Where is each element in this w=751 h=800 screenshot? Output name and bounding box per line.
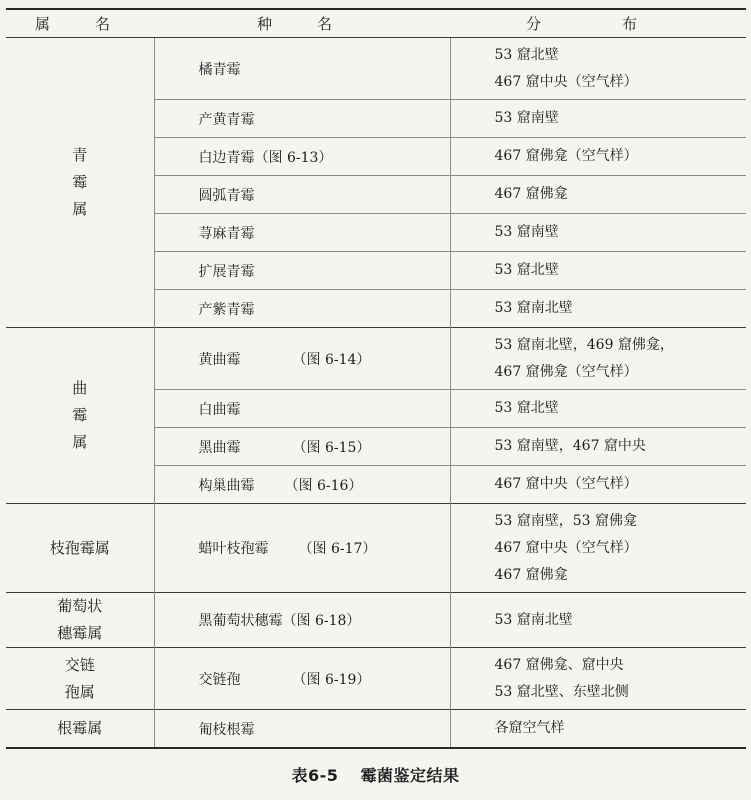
table-header xyxy=(6,9,746,38)
distribution-line: 53 窟北壁 xyxy=(494,262,559,278)
genus-cell xyxy=(6,593,154,648)
figure-reference: （图 6-15） xyxy=(292,439,371,456)
table-caption xyxy=(0,763,751,786)
species-name: 荨麻青霉 xyxy=(198,225,255,242)
distribution-cell xyxy=(450,710,746,749)
genus-name-line: 枝孢霉属 xyxy=(49,538,110,557)
species-name: 交链孢 xyxy=(198,671,241,688)
species-name: 圆弧青霉 xyxy=(198,187,255,204)
header-distribution: 分 布 xyxy=(450,9,746,38)
distribution-line: 467 窟中央（空气样） xyxy=(494,73,638,90)
distribution-line: 53 窟南壁，53 窟佛龛 xyxy=(494,512,638,529)
table-row xyxy=(6,593,746,648)
genus-cell xyxy=(6,38,154,328)
species-cell xyxy=(154,390,450,428)
species-name: 构巢曲霉 xyxy=(198,477,255,494)
species-name: 扩展青霉 xyxy=(198,263,255,280)
genus-name-line: 穗霉属 xyxy=(57,624,103,642)
species-cell xyxy=(154,328,450,390)
species-cell xyxy=(154,593,450,648)
genus-cell xyxy=(6,710,154,749)
species-cell xyxy=(154,38,450,100)
species-name: 橘青霉 xyxy=(198,61,241,78)
species-cell xyxy=(154,504,450,593)
figure-reference: （图 6-14） xyxy=(292,351,371,368)
distribution-line: 467 窟中央（空气样） xyxy=(494,476,638,492)
figure-reference: （图 6-19） xyxy=(292,671,371,688)
figure-reference: （图 6-16） xyxy=(284,477,363,494)
species-name: 白曲霉 xyxy=(198,401,241,418)
distribution-line: 53 窟南壁 xyxy=(494,224,559,240)
species-name: 黑葡萄状穗霉 xyxy=(198,613,283,629)
caption-number: 表6-5 xyxy=(291,766,339,785)
genus-name-line: 葡萄状 xyxy=(57,597,103,615)
species-name: 黄曲霉 xyxy=(198,351,241,368)
species-name: 黑曲霉 xyxy=(198,439,241,456)
distribution-line: 467 窟佛龛、窟中央 xyxy=(494,656,624,673)
species-cell xyxy=(154,710,450,749)
distribution-cell xyxy=(450,648,746,710)
species-name: 白边青霉 xyxy=(198,149,255,166)
distribution-cell xyxy=(450,504,746,593)
figure-reference: （图 6-18） xyxy=(282,613,361,629)
species-cell xyxy=(154,648,450,710)
species-name: 蜡叶枝孢霉 xyxy=(198,541,269,557)
species-name: 产黄青霉 xyxy=(198,111,255,128)
distribution-cell xyxy=(450,252,746,290)
figure-reference: （图 6-13） xyxy=(254,149,333,166)
species-cell xyxy=(154,466,450,504)
distribution-cell xyxy=(450,38,746,100)
distribution-cell xyxy=(450,593,746,648)
genus-name-line: 曲 xyxy=(72,379,88,397)
species-name: 匍枝根霉 xyxy=(198,721,255,738)
distribution-line: 各窟空气样 xyxy=(494,720,565,736)
distribution-line: 467 窟佛龛（空气样） xyxy=(494,148,638,164)
genus-name-line: 属 xyxy=(72,433,88,451)
distribution-cell xyxy=(450,176,746,214)
distribution-cell xyxy=(450,390,746,428)
distribution-line: 53 窟北壁 xyxy=(494,46,559,63)
genus-name-line: 霉 xyxy=(72,406,88,424)
genus-cell xyxy=(6,648,154,710)
distribution-cell xyxy=(450,466,746,504)
distribution-cell xyxy=(450,138,746,176)
distribution-line: 53 窟南北壁 xyxy=(494,611,573,628)
genus-name-line: 交链 xyxy=(64,655,95,674)
distribution-line: 467 窟佛龛 xyxy=(494,186,568,202)
species-cell xyxy=(154,252,450,290)
distribution-line: 53 窟北壁 xyxy=(494,400,559,416)
species-cell xyxy=(154,138,450,176)
header-species: 种 名 xyxy=(154,9,450,38)
species-cell xyxy=(154,428,450,466)
species-name: 产紫青霉 xyxy=(198,301,255,318)
table-row xyxy=(6,648,746,710)
genus-name-line: 根霉属 xyxy=(57,719,103,737)
genus-cell xyxy=(6,504,154,593)
distribution-line: 53 窟南北壁，469 窟佛龛， xyxy=(494,336,674,353)
header-genus: 属 名 xyxy=(6,9,154,38)
table-row xyxy=(6,38,746,100)
table-row xyxy=(6,710,746,749)
species-cell xyxy=(154,214,450,252)
figure-reference: （图 6-17） xyxy=(298,541,377,557)
distribution-line: 467 窟中央（空气样） xyxy=(494,539,638,556)
genus-name-line: 孢属 xyxy=(64,682,95,701)
distribution-cell xyxy=(450,214,746,252)
distribution-line: 467 窟佛龛（空气样） xyxy=(494,363,638,380)
species-cell xyxy=(154,176,450,214)
distribution-cell xyxy=(450,328,746,390)
genus-name-line: 霉 xyxy=(72,173,88,191)
table-row xyxy=(6,504,746,593)
distribution-line: 53 窟南壁，467 窟中央 xyxy=(494,438,646,454)
species-cell xyxy=(154,290,450,328)
mold-identification-table xyxy=(6,8,746,749)
species-cell xyxy=(154,100,450,138)
table-body xyxy=(6,38,746,749)
genus-name-line: 青 xyxy=(72,146,88,164)
table-row xyxy=(6,328,746,390)
genus-cell xyxy=(6,328,154,504)
distribution-line: 53 窟北壁、东壁北侧 xyxy=(494,683,629,700)
distribution-cell xyxy=(450,428,746,466)
distribution-line: 53 窟南壁 xyxy=(494,110,559,126)
distribution-line: 53 窟南北壁 xyxy=(494,300,573,316)
caption-title: 霉菌鉴定结果 xyxy=(360,766,460,785)
distribution-line: 467 窟佛龛 xyxy=(494,566,568,583)
genus-name-line: 属 xyxy=(72,200,88,218)
distribution-cell xyxy=(450,290,746,328)
distribution-cell xyxy=(450,100,746,138)
